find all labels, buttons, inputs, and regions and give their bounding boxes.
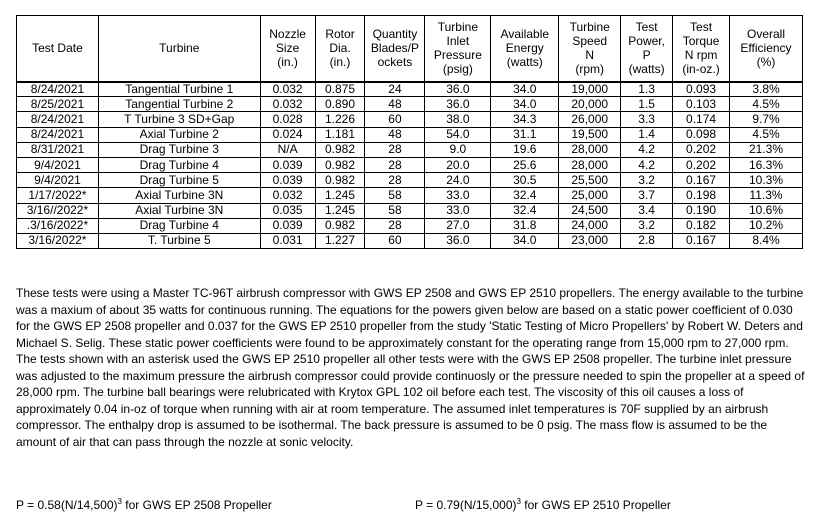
formula-2508-suffix: for GWS EP 2508 Propeller — [121, 498, 272, 512]
table-cell: Axial Turbine 3N — [98, 203, 260, 218]
table-cell: 24,000 — [559, 218, 621, 233]
table-cell: 8/24/2021 — [17, 112, 99, 127]
table-cell: 33.0 — [425, 188, 491, 203]
table-cell: 1.181 — [315, 127, 365, 142]
table-row — [17, 218, 803, 233]
table-cell: 34.0 — [491, 97, 559, 112]
table-cell: 2.8 — [621, 233, 673, 248]
table-cell: 8/31/2021 — [17, 142, 99, 157]
table-row — [17, 112, 803, 127]
table-row — [17, 157, 803, 172]
table-cell: 3.2 — [621, 173, 673, 188]
table-cell: 0.167 — [673, 233, 730, 248]
table-cell: 3/16//2022* — [17, 203, 99, 218]
table-cell: 11.3% — [730, 188, 803, 203]
table-cell: 16.3% — [730, 157, 803, 172]
table-cell: N/A — [260, 142, 315, 157]
table-cell: 19,500 — [559, 127, 621, 142]
column-header: Test Date — [17, 16, 99, 82]
table-cell: 0.982 — [315, 142, 365, 157]
table-cell: 31.8 — [491, 218, 559, 233]
formula-2508-exponent: 3 — [117, 497, 122, 506]
column-header: Test Power, P (watts) — [621, 16, 673, 82]
formula-2508 — [16, 497, 272, 513]
table-cell: Drag Turbine 3 — [98, 142, 260, 157]
table-cell: 4.5% — [730, 127, 803, 142]
table-row — [17, 142, 803, 157]
notes-paragraph: These tests were using a Master TC-96T airbrush compressor with GWS EP 2508 and GWS EP 2510 propellers. The energy available to the turbine was a maxium of about 35 watts for continuous running. The equations for the powers given below are based on a static power coefficient of 0.030 for the GWS EP 2508 propeller and 0.037 for the GWS EP 2510 propeller from the study 'Static Testing of Micro Propellers' by Robert W. Deters and Michael S. Selig. These static power coefficients were found to be approximately constant for the operating range from 15,000 rpm to 27,000 rpm. The tests shown with an asterisk used the GWS EP 2510 propeller all other tests were with the GWS EP 2508 propeller. The turbine inlet pressure was adjusted to the maximum pressure the airbrush compressor could provide continuosly or the pressure needed to spin the propeller at a speed of 28,000 rpm. The turbine ball bearings were relubricated with Krytox GPL 102 oil before each test. The viscosity of this oil causes a loss of approximately 0.04 in-oz of torque when running with air at room temperature. The assumed inlet temperatures is 70F supplied by an airbrush compressor. The enthalpy drop is assumed to be isothermal. The back pressure is assumed to be 0 psig. The mass flow is assumed to be the amount of air that can pass through the nozzle at sonic velocity. — [16, 286, 805, 449]
column-header: Test Torque N rpm (in-oz.) — [673, 16, 730, 82]
table-cell: Tangential Turbine 2 — [98, 97, 260, 112]
table-cell: 28 — [365, 157, 425, 172]
table-cell: 4.5% — [730, 97, 803, 112]
table-cell: 0.039 — [260, 157, 315, 172]
table-cell: Axial Turbine 3N — [98, 188, 260, 203]
table-cell: 1.226 — [315, 112, 365, 127]
table-cell: 19,000 — [559, 82, 621, 97]
table-cell: 0.032 — [260, 97, 315, 112]
table-cell: 0.093 — [673, 82, 730, 97]
table-cell: 0.982 — [315, 173, 365, 188]
table-cell: 24,500 — [559, 203, 621, 218]
table-cell: 0.032 — [260, 82, 315, 97]
table-cell: 36.0 — [425, 82, 491, 97]
table-cell: 25,000 — [559, 188, 621, 203]
table-cell: 4.2 — [621, 142, 673, 157]
table-cell: 60 — [365, 112, 425, 127]
table-cell: 0.202 — [673, 142, 730, 157]
turbine-test-table — [16, 15, 803, 249]
table-cell: 60 — [365, 233, 425, 248]
table-cell: 20.0 — [425, 157, 491, 172]
table-cell: 1/17/2022* — [17, 188, 99, 203]
table-cell: 21.3% — [730, 142, 803, 157]
column-header: Quantity Blades/P ockets — [365, 16, 425, 82]
table-cell: 19.6 — [491, 142, 559, 157]
table-cell: 32.4 — [491, 203, 559, 218]
table-cell: 28 — [365, 218, 425, 233]
table-cell: 0.982 — [315, 218, 365, 233]
table-cell: 0.174 — [673, 112, 730, 127]
table-cell: Drag Turbine 5 — [98, 173, 260, 188]
table-cell: 31.1 — [491, 127, 559, 142]
table-cell: 24 — [365, 82, 425, 97]
table-cell: 36.0 — [425, 97, 491, 112]
table-header — [17, 16, 803, 82]
table-cell: 34.3 — [491, 112, 559, 127]
formula-2510-exponent: 3 — [516, 497, 521, 506]
table-cell: 0.167 — [673, 173, 730, 188]
table-cell: 10.3% — [730, 173, 803, 188]
table-cell: 8/24/2021 — [17, 127, 99, 142]
formula-2510-suffix: for GWS EP 2510 Propeller — [520, 498, 671, 512]
table-cell: 10.6% — [730, 203, 803, 218]
table-cell: T. Turbine 5 — [98, 233, 260, 248]
table-cell: 48 — [365, 97, 425, 112]
table-cell: 28 — [365, 142, 425, 157]
table-body — [17, 82, 803, 249]
table-cell: 27.0 — [425, 218, 491, 233]
table-cell: 20,000 — [559, 97, 621, 112]
column-header: Turbine Inlet Pressure (psig) — [425, 16, 491, 82]
table-cell: 33.0 — [425, 203, 491, 218]
column-header: Turbine — [98, 16, 260, 82]
table-row — [17, 203, 803, 218]
table-cell: Drag Turbine 4 — [98, 157, 260, 172]
table-cell: 36.0 — [425, 233, 491, 248]
table-cell: 0.103 — [673, 97, 730, 112]
table-cell: 1.3 — [621, 82, 673, 97]
table-cell: 30.5 — [491, 173, 559, 188]
table-cell: Tangential Turbine 1 — [98, 82, 260, 97]
table-cell: 3.8% — [730, 82, 803, 97]
table-cell: 0.190 — [673, 203, 730, 218]
table-row — [17, 233, 803, 248]
table-cell: 34.0 — [491, 82, 559, 97]
table-cell: Drag Turbine 4 — [98, 218, 260, 233]
table-cell: 1.227 — [315, 233, 365, 248]
table-cell: 0.875 — [315, 82, 365, 97]
table-cell: 38.0 — [425, 112, 491, 127]
table-row — [17, 188, 803, 203]
formula-2508-base: P = 0.58(N/14,500) — [16, 498, 118, 512]
table-cell: 32.4 — [491, 188, 559, 203]
formula-2510 — [415, 497, 671, 513]
table-cell: 24.0 — [425, 173, 491, 188]
table-cell: 10.2% — [730, 218, 803, 233]
table-cell: 3.7 — [621, 188, 673, 203]
table-cell: 1.5 — [621, 97, 673, 112]
table-row — [17, 82, 803, 97]
table-row — [17, 97, 803, 112]
table-cell: 0.035 — [260, 203, 315, 218]
column-header: Available Energy (watts) — [491, 16, 559, 82]
table-cell: 3.3 — [621, 112, 673, 127]
table-cell: 1.245 — [315, 203, 365, 218]
table-row — [17, 173, 803, 188]
table-cell: 48 — [365, 127, 425, 142]
column-header: Rotor Dia. (in.) — [315, 16, 365, 82]
table-cell: 3.2 — [621, 218, 673, 233]
table-cell: 0.039 — [260, 218, 315, 233]
header-row — [17, 16, 803, 82]
table-cell: 0.098 — [673, 127, 730, 142]
table-cell: 9.7% — [730, 112, 803, 127]
table-cell: 0.202 — [673, 157, 730, 172]
table-cell: 23,000 — [559, 233, 621, 248]
formula-2510-base: P = 0.79(N/15,000) — [415, 498, 517, 512]
table-cell: 3.4 — [621, 203, 673, 218]
table-cell: 58 — [365, 203, 425, 218]
table-cell: 8/24/2021 — [17, 82, 99, 97]
table-cell: 28,000 — [559, 157, 621, 172]
table-cell: 0.198 — [673, 188, 730, 203]
table-cell: Axial Turbine 2 — [98, 127, 260, 142]
table-cell: 0.890 — [315, 97, 365, 112]
table-cell: 0.039 — [260, 173, 315, 188]
table-cell: 26,000 — [559, 112, 621, 127]
table-cell: 1.245 — [315, 188, 365, 203]
table-row — [17, 127, 803, 142]
table-cell: 3/16/2022* — [17, 233, 99, 248]
table-cell: 8.4% — [730, 233, 803, 248]
table-cell: 58 — [365, 188, 425, 203]
table-cell: T Turbine 3 SD+Gap — [98, 112, 260, 127]
table-cell: 9/4/2021 — [17, 157, 99, 172]
table-cell: 1.4 — [621, 127, 673, 142]
table-cell: 0.028 — [260, 112, 315, 127]
table-cell: 0.982 — [315, 157, 365, 172]
table-cell: 0.182 — [673, 218, 730, 233]
table-cell: 0.032 — [260, 188, 315, 203]
table-cell: 25,500 — [559, 173, 621, 188]
table-cell: 25.6 — [491, 157, 559, 172]
table-cell: 54.0 — [425, 127, 491, 142]
table-cell: 4.2 — [621, 157, 673, 172]
table-cell: 0.024 — [260, 127, 315, 142]
table-cell: 9/4/2021 — [17, 173, 99, 188]
column-header: Turbine Speed N (rpm) — [559, 16, 621, 82]
table-cell: 8/25/2021 — [17, 97, 99, 112]
table-cell: 0.031 — [260, 233, 315, 248]
table-cell: 28,000 — [559, 142, 621, 157]
table-cell: 34.0 — [491, 233, 559, 248]
table-cell: 9.0 — [425, 142, 491, 157]
table-cell: .3/16/2022* — [17, 218, 99, 233]
column-header: Nozzle Size (in.) — [260, 16, 315, 82]
table-cell: 28 — [365, 173, 425, 188]
column-header: Overall Efficiency (%) — [730, 16, 803, 82]
